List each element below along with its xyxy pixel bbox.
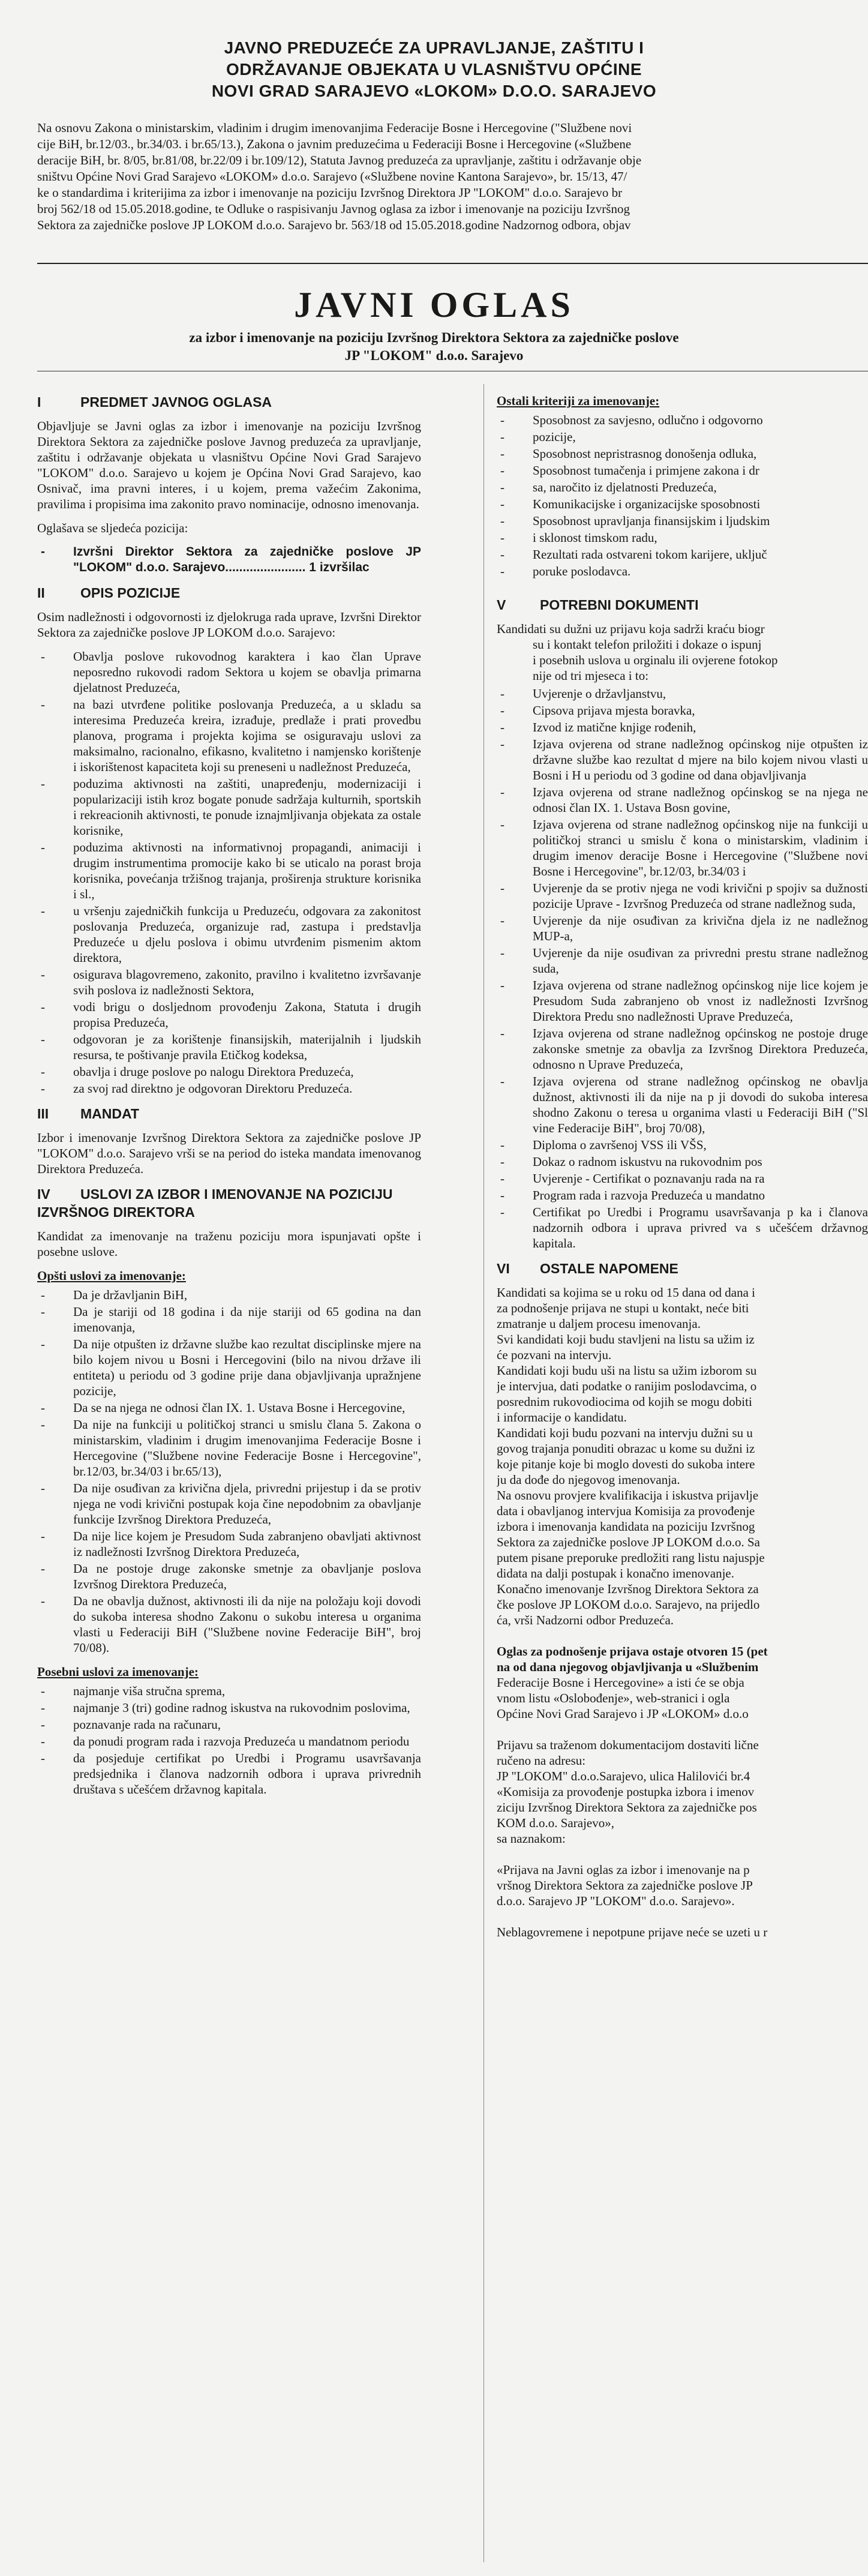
section-number: III <box>37 1106 49 1121</box>
notes-line: za podnošenje prijava ne stupi u kontakt, neće biti <box>497 1301 749 1315</box>
notes-line: Prijavu sa traženom dokumentacijom dostaviti lične <box>497 1738 759 1752</box>
divider-line <box>37 263 868 264</box>
section-paragraph: Osim nadležnosti i odgovornosti iz djelokruga rada uprave, Izvršni Direktor Sektora za zajedničke poslove JP LOKOM d.o.o. Sarajevo: <box>37 610 421 640</box>
list-item: - Sposobnost za savjesno, odlučno i odgovorno <box>497 412 868 428</box>
list-item: - Izjava ovjerena od strane nadležnog općinskog nije otpušten iz državne službe kao rezultat d mjere na bilo kojem nivou vlasti u Bosni i H u periodu od 3 godine od dana objavljivanja <box>497 736 868 783</box>
documents-intro-line: Kandidati su dužni uz prijavu koja sadrži kraću biogr <box>497 622 765 636</box>
notes-line: na od dana njegovog objavljivanja u «Službenim <box>497 1660 759 1674</box>
notes-line: Sektora za zajedničke poslove JP LOKOM d.o.o. Sa <box>497 1535 760 1549</box>
intro-line: ke o standardima i kriterijima za izbor i imenovanje na poziciju Izvršnog Direktora JP "LOKOM" d.o.o. Sarajevo br <box>37 185 623 200</box>
section-number: I <box>37 394 41 410</box>
list-item: - Da se na njega ne odnosi član IX. 1. Ustava Bosne i Hercegovine, <box>37 1400 421 1416</box>
notes-line: Kandidati koji budu uši na listu sa užim izborom su <box>497 1363 757 1378</box>
list-item: - Obavlja poslove rukovodnog karaktera i kao član Uprave neposredno rukovodi radom Sektora u kojem se obavlja primarna djelatnost Preduzeća, <box>37 649 421 695</box>
list-item-continuation: - sa, naročito iz djelatnosti Preduzeća, <box>497 479 868 495</box>
section-title: OSTALE NAPOMENE <box>540 1261 678 1276</box>
list-item: - u vršenju zajedničkih funkcija u Preduzeću, odgovara za zakonitost poslovanja Preduzeća, organizuje rad, zastupa i predstavlja Preduzeće u djelu poslova i obimu utvrđenim pismenim aktom direktora, <box>37 903 421 965</box>
heading-line: NOVI GRAD SARAJEVO «LOKOM» D.O.O. SARAJEVO <box>211 82 657 100</box>
list-item: - Uvjerenje da nije osuđivan za privredni prestu strane nadležnog suda, <box>497 945 868 976</box>
list-item: - Dokaz o radnom iskustvu na rukovodnim pos <box>497 1154 868 1169</box>
special-conditions-list <box>37 1683 421 1797</box>
section-number: II <box>37 585 45 601</box>
notes-line: Neblagovremene i nepotpune prijave neće se uzeti u r <box>497 1925 768 1939</box>
special-conditions-heading: Posebni uslovi za imenovanje: <box>37 1665 199 1679</box>
intro-line: sništvu Općine Novi Grad Sarajevo «LOKOM» d.o.o. Sarajevo («Službene novine Kantona Sarajevo», br. 15/13, 47/ <box>37 169 627 184</box>
section-number: IV <box>37 1186 50 1202</box>
documents-intro-line: nije od tri mjeseca i to: <box>533 668 649 683</box>
list-item: - Da nije na funkciji u političkoj stranci u smislu člana 5. Zakona o ministarskim, vladinim i drugim imenovanjima Federacije Bosne i Hercegovine ("Službene novine Federacije Bosne i Hercegovine", br.12/03, br.34/03 i br.65/13), <box>37 1417 421 1479</box>
section-title: OPIS POZICIJE <box>80 585 181 601</box>
notes-line: didata na dalji postupak i konačno imenovanje. <box>497 1566 734 1581</box>
notes-line: izbora i imenovanja kandidata na poziciju Izvršnog <box>497 1519 755 1534</box>
heading-line: JAVNO PREDUZEĆE ZA UPRAVLJANJE, ZAŠTITU I <box>224 38 644 57</box>
section-heading-subject <box>37 393 421 411</box>
notes-line: ručeno na adresu: <box>497 1753 586 1768</box>
notes-line: Općine Novi Grad Sarajevo i JP «LOKOM» d.o.o <box>497 1707 749 1721</box>
notes-line: vršnog Direktora Sektora za zajedničke poslove JP <box>497 1878 753 1893</box>
list-item: - Cipsova prijava mjesta boravka, <box>497 703 868 718</box>
section-heading-description <box>37 584 421 602</box>
list-item: - Da ne postoje druge zakonske smetnje za obavljanje poslova Izvršnog Direktora Preduzeća, <box>37 1561 421 1592</box>
list-item: - najmanje 3 (tri) godine radnog iskustva na rukovodnim poslovima, <box>37 1700 421 1716</box>
left-column <box>37 393 421 1806</box>
section-heading-mandate <box>37 1105 421 1123</box>
list-item: - vodi brigu o dosljednom provođenju Zakona, Statuta i drugih propisa Preduzeća, <box>37 999 421 1030</box>
list-item: - najmanje viša stručna sprema, <box>37 1683 421 1699</box>
section-paragraph: Oglašava se sljedeća pozicija: <box>37 521 188 535</box>
employer-name-heading <box>0 37 868 102</box>
list-item: - Izjava ovjerena od strane nadležnog općinskog nije na funkciji u političkoj stranci u smislu č kona o ministarskim, vladinim i drugim imenov deracije Bosne i Hercegovine ("Službene novi Bosne i Hercegovine", br.12/03, br.34/03 i <box>497 817 868 879</box>
section-heading-conditions <box>37 1185 421 1221</box>
list-item: - Izvod iz matične knjige rođenih, <box>497 719 868 735</box>
section-paragraph: Kandidat za imenovanje na traženu poziciju mora ispunjavati opšte i posebne uslove. <box>37 1229 421 1259</box>
position-item: - Izvršni Direktor Sektora za zajedničke poslove JP "LOKOM" d.o.o. Sarajevo....................... 1 izvršilac <box>37 544 421 575</box>
duties-list <box>37 649 421 1096</box>
list-item: - Sposobnost tumačenja i primjene zakona i dr <box>497 463 868 478</box>
list-item-continuation: - i sklonost timskom radu, <box>497 530 868 545</box>
notes-line <box>497 1628 868 1644</box>
list-item: - Izjava ovjerena od strane nadležnog općinskog se na njega ne odnosi član IX. 1. Ustava Bosn govine, <box>497 784 868 815</box>
general-conditions-list <box>37 1287 421 1656</box>
position-list <box>37 544 421 575</box>
list-item: - Izjava ovjerena od strane nadležnog općinskog nije lice kojem je Presudom Suda zabranjeno ob vnost iz nadležnosti Izvršnog Direktora Predu sno nadležnosti Uprave Preduzeća, <box>497 977 868 1024</box>
notes-line: Federacije Bosne i Hercegovine» a isti će se obja <box>497 1675 744 1690</box>
subtitle-line: za izbor i imenovanje na poziciju Izvršnog Direktora Sektora za zajedničke poslove <box>189 330 679 345</box>
notes-line: posrednim rukovodiocima od kojih se mogu dobiti <box>497 1395 752 1409</box>
list-item: - Rezultati rada ostvareni tokom karijere, uključ <box>497 547 868 562</box>
section-paragraph: Objavljuje se Javni oglas za izbor i imenovanje na poziciju Izvršnog Direktora Sektora za zajedničke poslove Javnog preduzeća za upravljanje, zaštitu i održavanje objekata u vlasništvu Općine Novi Grad Sarajevo "LOKOM" d.o.o. Sarajevo u kojem je Općina Novi Grad Sarajevo, kao Osnivač, ima pravni interes, i u kojem, prema važećim Zakonima, pravilima i propisima ima zakonito pravo nominacije, odnosno imenovanja. <box>37 419 421 511</box>
notice-title: JAVNI OGLAS <box>294 285 574 325</box>
other-criteria-list <box>497 412 868 579</box>
notes-line: vnom listu «Oslobođenje», web-stranici i ogla <box>497 1691 730 1705</box>
list-item: - poznavanje rada na računaru, <box>37 1717 421 1732</box>
list-item: - osigurava blagovremeno, zakonito, pravilno i kvalitetno izvršavanje svih poslova iz nadležnosti Sektora, <box>37 967 421 998</box>
list-item: - Da ne obavlja dužnost, aktivnosti ili da nije na položaju koji dovodi do sukoba interesa shodno Zakonu o sukobu interesa u organima vlasti u Federaciji BiH ("Službene novine Federacije BiH", broj 70/08). <box>37 1593 421 1656</box>
intro-line: deracije BiH, br. 8/05, br.81/08, br.22/09 i br.109/12), Statuta Javnog preduzeća za upravljanje, zaštitu i održavanje obje <box>37 153 642 167</box>
section-title: POTREBNI DOKUMENTI <box>540 597 699 613</box>
list-item: - za svoj rad direktno je odgovoran Direktoru Preduzeća. <box>37 1081 421 1096</box>
notes-line: «Prijava na Javni oglas za izbor i imenovanje na p <box>497 1863 750 1877</box>
notes-line: KOM d.o.o. Sarajevo», <box>497 1816 614 1830</box>
list-item: - Certifikat po Uredbi i Programu usavršavanja p ka i članova nadzornih odbora i uprava privred va s učešćem državnog kapitala. <box>497 1204 868 1251</box>
notes-line: Na osnovu provjere kvalifikacija i iskustva prijavlje <box>497 1488 759 1503</box>
notes-line: je intervjua, dati podatke o ranijim poslodavcima, o <box>497 1379 757 1393</box>
list-item: - Izjava ovjerena od strane nadležnog općinskog ne postoje druge zakonske smetnje za obavlja za Izvršnog Direktora Preduzeća, odnosno n Uprave Preduzeća, <box>497 1025 868 1072</box>
intro-line: Na osnovu Zakona o ministarskim, vladinim i drugim imenovanjima Federacije Bosne i Hercegovine ("Službene novi <box>37 121 632 135</box>
notes-line: JP "LOKOM" d.o.o.Sarajevo, ulica Halilovići br.4 <box>497 1769 750 1783</box>
list-item-continuation: - pozicije, <box>497 429 868 445</box>
notes-line: Konačno imenovanje Izvršnog Direktora Sektora za <box>497 1582 759 1596</box>
list-item: - poduzima aktivnosti na zaštiti, unapređenju, modernizaciji i popularizaciji istih kroz bogate ponude sadržaja kulturnih, sportskih i rekreacionih aktivnosti, te ponude iznajmljivanja objekata za ostale korisnike, <box>37 776 421 838</box>
notes-line: Kandidati koji budu pozvani na intervju dužni su u <box>497 1426 753 1440</box>
list-item: - Da je državljanin BiH, <box>37 1287 421 1303</box>
notes-text <box>497 1285 868 1940</box>
section-number: VI <box>497 1261 510 1276</box>
notes-line: će pozvani na intervju. <box>497 1348 612 1362</box>
notes-line: koje pitanje koje bi moglo dovesti do sukoba intere <box>497 1457 755 1471</box>
general-conditions-heading: Opšti uslovi za imenovanje: <box>37 1268 186 1283</box>
list-item: - Da nije lice kojem je Presudom Suda zabranjeno obavljati aktivnost iz nadležnosti Izvršnog Direktora Preduzeća, <box>37 1528 421 1560</box>
section-title: USLOVI ZA IZBOR I IMENOVANJE NA POZICIJU IZVRŠNOG DIREKTORA <box>37 1186 393 1220</box>
notes-line <box>497 1722 868 1737</box>
list-item: - da ponudi program rada i razvoja Preduzeća u mandatnom periodu <box>37 1734 421 1749</box>
notes-line: «Komisija za provođenje postupka izbora i imenov <box>497 1785 755 1799</box>
subtitle-line: JP "LOKOM" d.o.o. Sarajevo <box>344 348 524 363</box>
notes-line: d.o.o. Sarajevo JP "LOKOM" d.o.o. Sarajevo». <box>497 1894 735 1908</box>
list-item: - Uvjerenje o državljanstvu, <box>497 686 868 701</box>
list-item-continuation: - poruke poslodavca. <box>497 563 868 579</box>
notes-line: Svi kandidati koji budu stavljeni na listu sa užim iz <box>497 1332 755 1347</box>
list-item: - na bazi utvrđene politike poslovanja Preduzeća, a u skladu sa interesima Preduzeća kreira, izrađuje, predlaže i prati provedbu planova, programa i projekta kojima se osiguravaju uslovi za maksimalno, racionalno, efikasno, kvalitetno i namjensko korištenje i iskorištenost kapaciteta koji su preneseni u nadležnost Preduzeća, <box>37 697 421 775</box>
list-item: - Program rada i razvoja Preduzeća u mandatno <box>497 1187 868 1203</box>
notes-line <box>497 1909 868 1924</box>
section-title: PREDMET JAVNOG OGLASA <box>80 394 272 410</box>
notes-line: zmatranje u daljem procesu imenovanja. <box>497 1317 701 1331</box>
list-item: - Da je stariji od 18 godina i da nije stariji od 65 godina na dan imenovanja, <box>37 1304 421 1335</box>
list-item: - Da nije osuđivan za krivična djela, privredni prijestup i da se protiv njega ne vodi krivični postupak koja čine nepodobnim za obavljanje funkcije Izvršnog Direktora Preduzeća, <box>37 1480 421 1527</box>
notes-line: data i obavljanog intervjua Komisija za provođenje <box>497 1504 755 1518</box>
notes-line: Kandidati sa kojima se u roku od 15 dana od dana i <box>497 1285 755 1300</box>
notes-line: putem pisane preporuke predložiti rang listu najuspje <box>497 1551 765 1565</box>
notes-line: ća, vrši Nadzorni odbor Preduzeća. <box>497 1613 674 1627</box>
notice-subtitle <box>0 329 868 365</box>
list-item: - Komunikacijske i organizacijske sposobnosti <box>497 496 868 512</box>
documents-intro-line: su i kontakt telefon priložiti i dokaze o ispunj <box>533 637 762 652</box>
right-column <box>497 393 868 1940</box>
list-item: - Uvjerenje da se protiv njega ne vodi krivični p spojiv sa dužnosti pozicije Uprave - Izvršnog Preduzeća od strane nadležnog suda, <box>497 880 868 911</box>
notes-line: ju da dođe do njegovog imenovanja. <box>497 1473 680 1487</box>
notes-line <box>497 1846 868 1862</box>
notes-line: govog trajanja ponuditi obrazac u kome su dužni iz <box>497 1441 755 1456</box>
section-heading-documents <box>497 596 868 614</box>
column-divider <box>483 384 484 2562</box>
list-item: - Diploma o završenoj VSS ili VŠS, <box>497 1137 868 1153</box>
notes-line: Oglas za podnošenje prijava ostaje otvoren 15 (pet <box>497 1644 768 1659</box>
documents-intro-line: i posebnih uslova u orginalu ili ovjerene fotokop <box>533 653 778 667</box>
list-item: - Sposobnost upravljanja finansijskim i ljudskim <box>497 513 868 529</box>
intro-line: cije BiH, br.12/03., br.34/03. i br.65/13.), Zakona o javnim preduzećima u Federaciji Bosne i Hercegovine («Službene <box>37 137 632 151</box>
heading-line: ODRŽAVANJE OBJEKATA U VLASNIŠTVU OPĆINE <box>226 60 642 79</box>
list-item: - Izjava ovjerena od strane nadležnog općinskog ne obavlja dužnost, aktivnosti ili da nije na p ji dovodi do sukoba interesa shodno Zakonu o teresa u organima vlasti u Federaciji BiH ("Sl vine Federacije BiH", broj 70/08), <box>497 1073 868 1136</box>
list-item: - obavlja i druge poslove po nalogu Direktora Preduzeća, <box>37 1064 421 1079</box>
section-heading-notes <box>497 1259 868 1277</box>
list-item: - Uvjerenje - Certifikat o poznavanju rada na ra <box>497 1171 868 1186</box>
documents-list <box>497 686 868 1251</box>
section-title: MANDAT <box>80 1106 139 1121</box>
intro-line: Sektora za zajedničke poslove JP LOKOM d.o.o. Sarajevo br. 563/18 od 15.05.2018.godine Nadzornog odbora, objav <box>37 218 631 232</box>
list-item: - poduzima aktivnosti na informativnoj propagandi, animaciji i drugim instrumentima promocije kako bi se uticalo na porast broja korisnika, povećanja tržišnog trajanja, proširenja strukture korisnika i sl., <box>37 839 421 902</box>
list-item: - Sposobnost nepristrasnog donošenja odluka, <box>497 446 868 461</box>
other-criteria-heading: Ostali kriteriji za imenovanje: <box>497 394 660 408</box>
section-number: V <box>497 597 506 613</box>
list-item: - Uvjerenje da nije osuđivan za krivična djela iz ne nadležnog MUP-a, <box>497 913 868 944</box>
intro-line: broj 562/18 od 15.05.2018.godine, te Odluke o raspisivanju Javnog oglasa za izbor i imenovanje na poziciju Izvršnog <box>37 202 630 216</box>
notes-line: ziciju Izvršnog Direktora Sektora za zajedničke pos <box>497 1800 757 1815</box>
legal-basis-paragraph <box>37 120 853 233</box>
section-paragraph: Izbor i imenovanje Izvršnog Direktora Sektora za zajedničke poslove JP "LOKOM" d.o.o. Sarajevo vrši se na period do isteka mandata imenovanog Direktora Preduzeća. <box>37 1130 421 1176</box>
notes-line: sa naznakom: <box>497 1831 566 1846</box>
list-item: - da posjeduje certifikat po Uredbi i Programu usavršavanja predsjednika i članova nadzornih odbora i uprava privrednih društava s učešćem državnog kapitala. <box>37 1750 421 1797</box>
list-item: - odgovoran je za korištenje finansijskih, materijalnih i ljudskih resursa, te poštivanje pravila Etičkog kodeksa, <box>37 1031 421 1063</box>
notes-line: čke poslove JP LOKOM d.o.o. Sarajevo, na prijedlo <box>497 1597 760 1612</box>
list-item: - Da nije otpušten iz državne službe kao rezultat disciplinske mjere na bilo kojem nivou u Bosni i Hercegovini (bilo na nivou države ili entiteta) u periodu od 3 godine prije dana objavljivanja upražnjene pozicije, <box>37 1336 421 1399</box>
notes-line: i informacije o kandidatu. <box>497 1410 627 1425</box>
